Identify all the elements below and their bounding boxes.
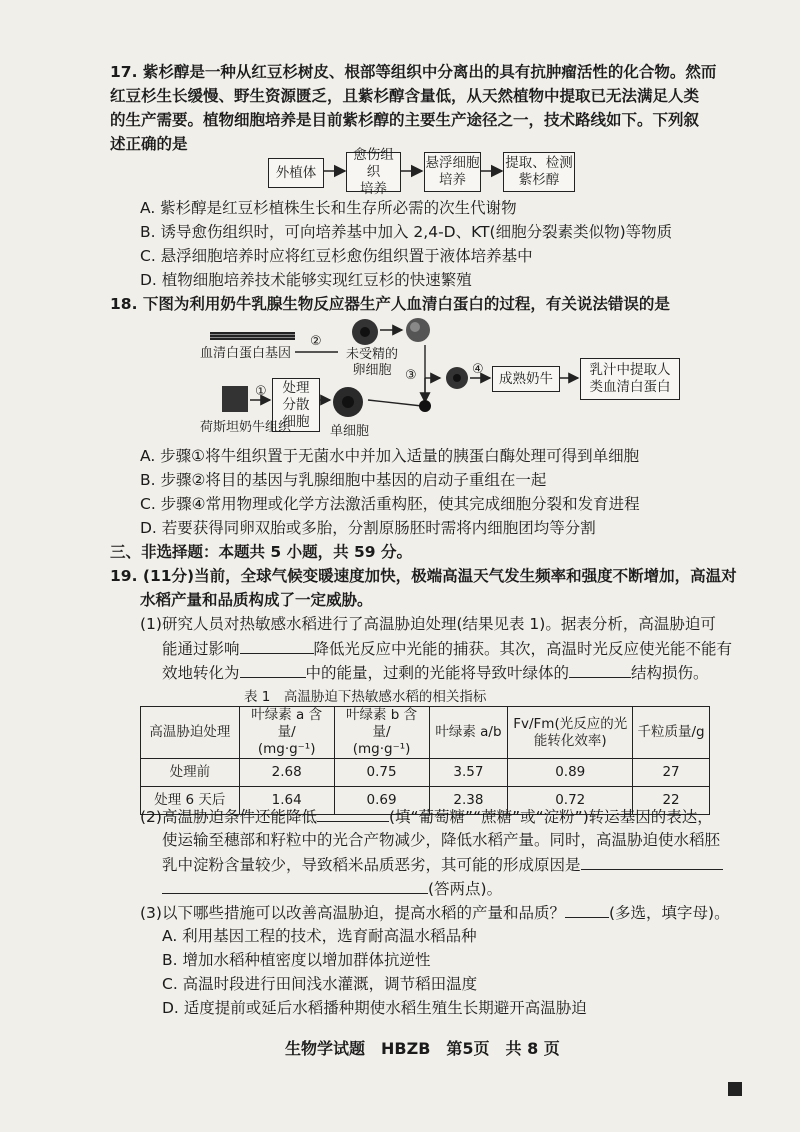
box-extract-albumin <box>580 358 680 400</box>
q19-p2-line-3 <box>162 854 723 875</box>
answer-blank-5[interactable] <box>581 854 723 870</box>
q18-option-d: D. 若要获得同卵双胎或多胎，分割原肠胚时需将内细胞团均等分割 <box>140 519 596 537</box>
table-cell: 0.89 <box>508 759 633 787</box>
flow-suspension-culture <box>424 152 481 192</box>
q19-p2-text-3: 乳中淀粉含量较少，导致稻米品质恶劣，其可能的形成原因是 <box>162 856 581 874</box>
table-cell: 22 <box>633 787 710 815</box>
q19-p3-text: (3)以下哪些措施可以改善高温胁迫，提高水稻的产量和品质？ <box>140 904 565 922</box>
answer-blank-3[interactable] <box>569 662 631 678</box>
q19-p2-line-2: 使运输至穗部和籽粒中的光合产物减少，降低水稻产量。同时，高温胁迫使水稻胚 <box>162 831 721 849</box>
label-unfertilized-egg: 未受精的 卵细胞 <box>346 347 399 378</box>
table-cell: 处理 6 天后 <box>141 787 240 815</box>
flow-callus-label: 愈伤组织 培养 <box>353 146 394 197</box>
flow-callus-culture <box>346 146 401 197</box>
q17-option-b: B. 诱导愈伤组织时，可向培养基中加入 2,4-D、KT(细胞分裂素类似物)等物质 <box>140 223 673 241</box>
label-step1: ① <box>255 384 267 399</box>
table-cell: 3.57 <box>429 759 508 787</box>
q19-p2-text-2: (填“葡萄糖”“蔗糖”或“淀粉”)转运基因的表达， <box>388 808 713 826</box>
q19-option-d: D. 适度提前或延后水稻播种期使水稻生殖生长期避开高温胁迫 <box>162 999 587 1017</box>
q19-intro-1: 19. (11分)当前，全球气候变暖速度加快，极端高温天气发生频率和强度不断增加，高温对 <box>110 567 737 585</box>
label-gene: 血清白蛋白基因 <box>200 346 292 361</box>
q19-intro-2: 水稻产量和品质构成了一定威胁。 <box>140 591 373 609</box>
label-step3: ③ <box>405 368 417 383</box>
q19-p1-line-3 <box>162 662 709 683</box>
q19-p3-line <box>140 902 730 923</box>
table-header-cell: 叶绿素 a 含量/ (mg·g⁻¹) <box>239 707 334 759</box>
flow-suspension-label: 悬浮细胞 培养 <box>425 155 480 188</box>
answer-blank-2[interactable] <box>240 662 306 678</box>
q19-p3-text-2: (多选，填字母)。 <box>608 904 730 922</box>
answer-blank-4[interactable] <box>317 806 389 822</box>
q19-option-c: C. 高温时段进行田间浅水灌溉，调节稻田温度 <box>162 975 478 993</box>
q18-stem: 18. 下图为利用奶牛乳腺生物反应器生产人血清白蛋白的过程，有关说法错误的是 <box>110 295 670 313</box>
q19-p1-line-2 <box>162 638 732 659</box>
label-step2: ② <box>310 334 322 349</box>
answer-blank-1[interactable] <box>240 638 314 654</box>
page-footer: 生物学试题 HBZB 第5页 共 8 页 <box>285 1039 560 1058</box>
q18-option-a: A. 步骤①将牛组织置于无菌水中并加入适量的胰蛋白酶处理可得到单细胞 <box>140 447 640 465</box>
table-header-cell: 千粒质量/g <box>633 707 710 759</box>
q17-option-a: A. 紫杉醇是红豆杉植株生长和生存所必需的次生代谢物 <box>140 199 517 217</box>
table-cell: 0.72 <box>508 787 633 815</box>
flow-explant-label: 外植体 <box>275 164 317 181</box>
q17-stem-line-3: 的生产需要。植物细胞培养是目前紫杉醇的主要生产途径之一，技术路线如下。下列叙 <box>110 111 700 129</box>
q17-option-c: C. 悬浮细胞培养时应将红豆杉愈伤组织置于液体培养基中 <box>140 247 533 265</box>
qr-icon <box>728 1082 742 1096</box>
box-process-cells-label: 处理 分散 细胞 <box>282 379 310 430</box>
table-row <box>141 759 710 787</box>
section-3-heading: 三、非选择题：本题共 5 小题，共 59 分。 <box>110 543 412 561</box>
q19-p1-text-3: 效地转化为 <box>162 664 240 682</box>
table-cell: 0.69 <box>334 787 429 815</box>
answer-blank-7[interactable] <box>565 902 609 918</box>
table-1 <box>140 706 710 815</box>
table-header-cell: Fv/Fm(光反应的光 能转化效率) <box>508 707 633 759</box>
q19-p1-text-2: 降低光反应中光能的捕获。其次，高温时光反应使光能不能有 <box>313 640 733 658</box>
table-cell: 27 <box>633 759 710 787</box>
q19-p2-text: (2)高温胁迫条件还能降低 <box>140 808 317 826</box>
q19-p2-text-4: (答两点)。 <box>428 880 503 898</box>
label-single-cell: 单细胞 <box>330 424 370 439</box>
table-header-row <box>141 707 710 759</box>
flow-extract-label: 提取、检测 紫杉醇 <box>505 155 573 188</box>
q19-p2-line-4 <box>162 878 502 899</box>
q19-p2-line-1 <box>140 806 713 827</box>
flow-explant <box>268 158 324 188</box>
q17-option-d: D. 植物细胞培养技术能够实现红豆杉的快速繁殖 <box>140 271 472 289</box>
table-1-title: 表 1 高温胁迫下热敏感水稻的相关指标 <box>244 689 487 705</box>
q19-option-a: A. 利用基因工程的技术，选育耐高温水稻品种 <box>162 927 477 945</box>
table-cell: 处理前 <box>141 759 240 787</box>
table-cell: 1.64 <box>239 787 334 815</box>
flow-extract-taxol <box>503 152 575 192</box>
q17-stem-line-4: 述正确的是 <box>110 135 188 153</box>
box-extract-albumin-label: 乳汁中提取人 类血清白蛋白 <box>589 362 671 395</box>
answer-blank-6[interactable] <box>162 878 428 894</box>
q19-p1-text: 能通过影响 <box>162 640 240 658</box>
box-mature-cow <box>492 366 560 392</box>
label-holstein-tissue: 荷斯坦奶牛组织 <box>200 420 292 435</box>
table-cell: 2.68 <box>239 759 334 787</box>
q19-option-b: B. 增加水稻种植密度以增加群体抗逆性 <box>162 951 431 969</box>
q17-stem-line-2: 红豆杉生长缓慢、野生资源匮乏，且紫杉醇含量低，从天然植物中提取已无法满足人类 <box>110 87 700 105</box>
q17-stem-line-1: 17. 紫杉醇是一种从红豆杉树皮、根部等组织中分离出的具有抗肿瘤活性的化合物。然而 <box>110 63 717 81</box>
table-header-cell: 高温胁迫处理 <box>141 707 240 759</box>
q19-p1-line-1: (1)研究人员对热敏感水稻进行了高温胁迫处理(结果见表 1)。据表分析，高温胁迫可 <box>140 615 716 633</box>
label-step4: ④ <box>472 362 484 377</box>
table-cell: 2.38 <box>429 787 508 815</box>
table-cell: 0.75 <box>334 759 429 787</box>
q19-p1-text-4: 中的能量，过剩的光能将导致叶绿体的 <box>305 664 570 682</box>
table-header-cell: 叶绿素 a/b <box>429 707 508 759</box>
q19-p1-text-5: 结构损伤。 <box>631 664 709 682</box>
q18-option-c: C. 步骤④常用物理或化学方法激活重构胚，使其完成细胞分裂和发育进程 <box>140 495 640 513</box>
box-mature-cow-label: 成熟奶牛 <box>499 370 553 387</box>
table-header-cell: 叶绿素 b 含量/ (mg·g⁻¹) <box>334 707 429 759</box>
q18-option-b: B. 步骤②将目的基因与乳腺细胞中基因的启动子重组在一起 <box>140 471 547 489</box>
